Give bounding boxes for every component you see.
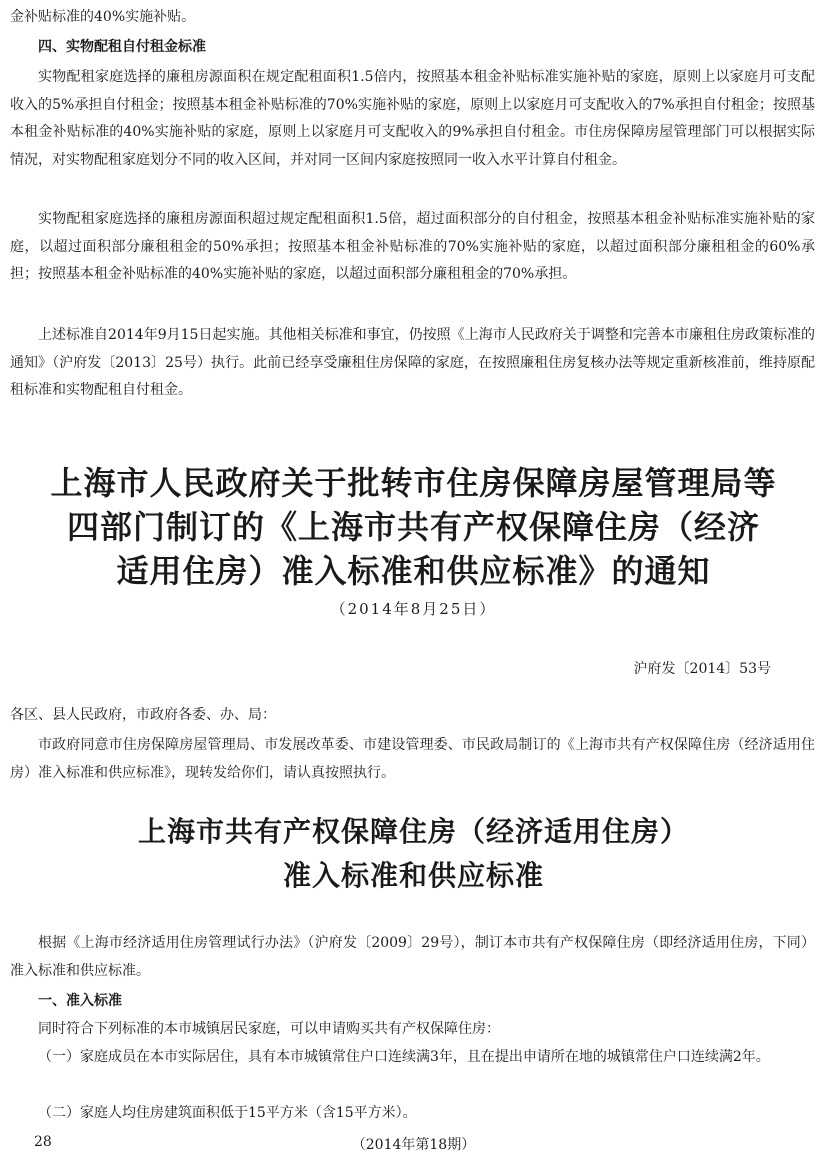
page-number: 28	[34, 1134, 52, 1150]
standard-title-line-2: 准入标准和供应标准	[282, 859, 544, 892]
document-number: 沪府发〔2014〕53号	[633, 661, 771, 677]
section-heading-1: 一、准入标准	[38, 993, 122, 1009]
paragraph-effective-date: 上述标准自2014年9月15日起实施。其他相关标准和事宜，仍按照《上海市人民政府关于调整和完善本市廉租住房政策标准的通知》（沪府发〔2013〕25号）执行。此前已经享受廉租住房保障的家庭，在按照廉租住房复核办法等规定重新核准前，维持原配租标准和实物配租自付租金。	[10, 327, 815, 398]
notice-title-line-2: 四部门制订的《上海市共有产权保障住房（经济	[66, 508, 760, 546]
admission-paragraph: 同时符合下列标准的本市城镇居民家庭，可以申请购买共有产权保障住房：	[38, 1021, 500, 1037]
standard-title-line-1: 上海市共有产权保障住房（经济适用住房）	[137, 815, 689, 848]
paragraph-rent-within-limit: 实物配租家庭选择的廉租房源面积在规定配租面积1.5倍内，按照基本租金补贴标准实施补贴的家庭，原则上以家庭月可支配收入的5%承担自付租金；按照基本租金补贴标准的70%实施补贴的家庭，原则上以家庭月可支配收入的7%承担自付租金；按照基本租金补贴标准的40%实施补贴的家庭，原则上以家庭月可支配收入的9%承担自付租金。市住房保障房屋管理部门可以根据实际情况，对实物配租家庭划分不同的收入区间，并对同一区间内家庭按照同一收入水平计算自付租金。	[10, 69, 815, 168]
admission-item-2: （二）家庭人均住房建筑面积低于15平方米（含15平方米）。	[38, 1105, 417, 1121]
admission-item-1: （一）家庭成员在本市实际居住，具有本市城镇常住户口连续满3年，且在提出申请所在地的城镇常住户口连续满2年。	[38, 1049, 770, 1065]
notice-body: 市政府同意市住房保障房屋管理局、市发展改革委、市建设管理委、市民政局制订的《上海市共有产权保障住房（经济适用住房）准入标准和供应标准》，现转发给你们，请认真按照执行。	[10, 737, 815, 781]
continued-line: 金补贴标准的40%实施补贴。	[10, 9, 196, 25]
addressee: 各区、县人民政府，市政府各委、办、局：	[10, 707, 276, 723]
notice-title-line-3: 适用住房）准入标准和供应标准》的通知	[116, 552, 711, 590]
issue-label: （2014年第18期）	[351, 1137, 476, 1153]
notice-title-line-1: 上海市人民政府关于批转市住房保障房屋管理局等	[50, 464, 777, 502]
notice-date: （2014年8月25日）	[330, 600, 497, 618]
section-heading-4: 四、实物配租自付租金标准	[38, 39, 206, 55]
paragraph-rent-exceeding-limit: 实物配租家庭选择的廉租房源面积超过规定配租面积1.5倍，超过面积部分的自付租金，按照基本租金补贴标准实施补贴的家庭，以超过面积部分廉租租金的50%承担；按照基本租金补贴标准的70%实施补贴的家庭，以超过面积部分廉租租金的60%承担；按照基本租金补贴标准的40%实施补贴的家庭，以超过面积部分廉租租金的70%承担。	[10, 211, 815, 282]
standard-intro: 根据《上海市经济适用住房管理试行办法》（沪府发〔2009〕29号），制订本市共有产权保障住房（即经济适用住房，下同）准入标准和供应标准。	[10, 935, 815, 979]
